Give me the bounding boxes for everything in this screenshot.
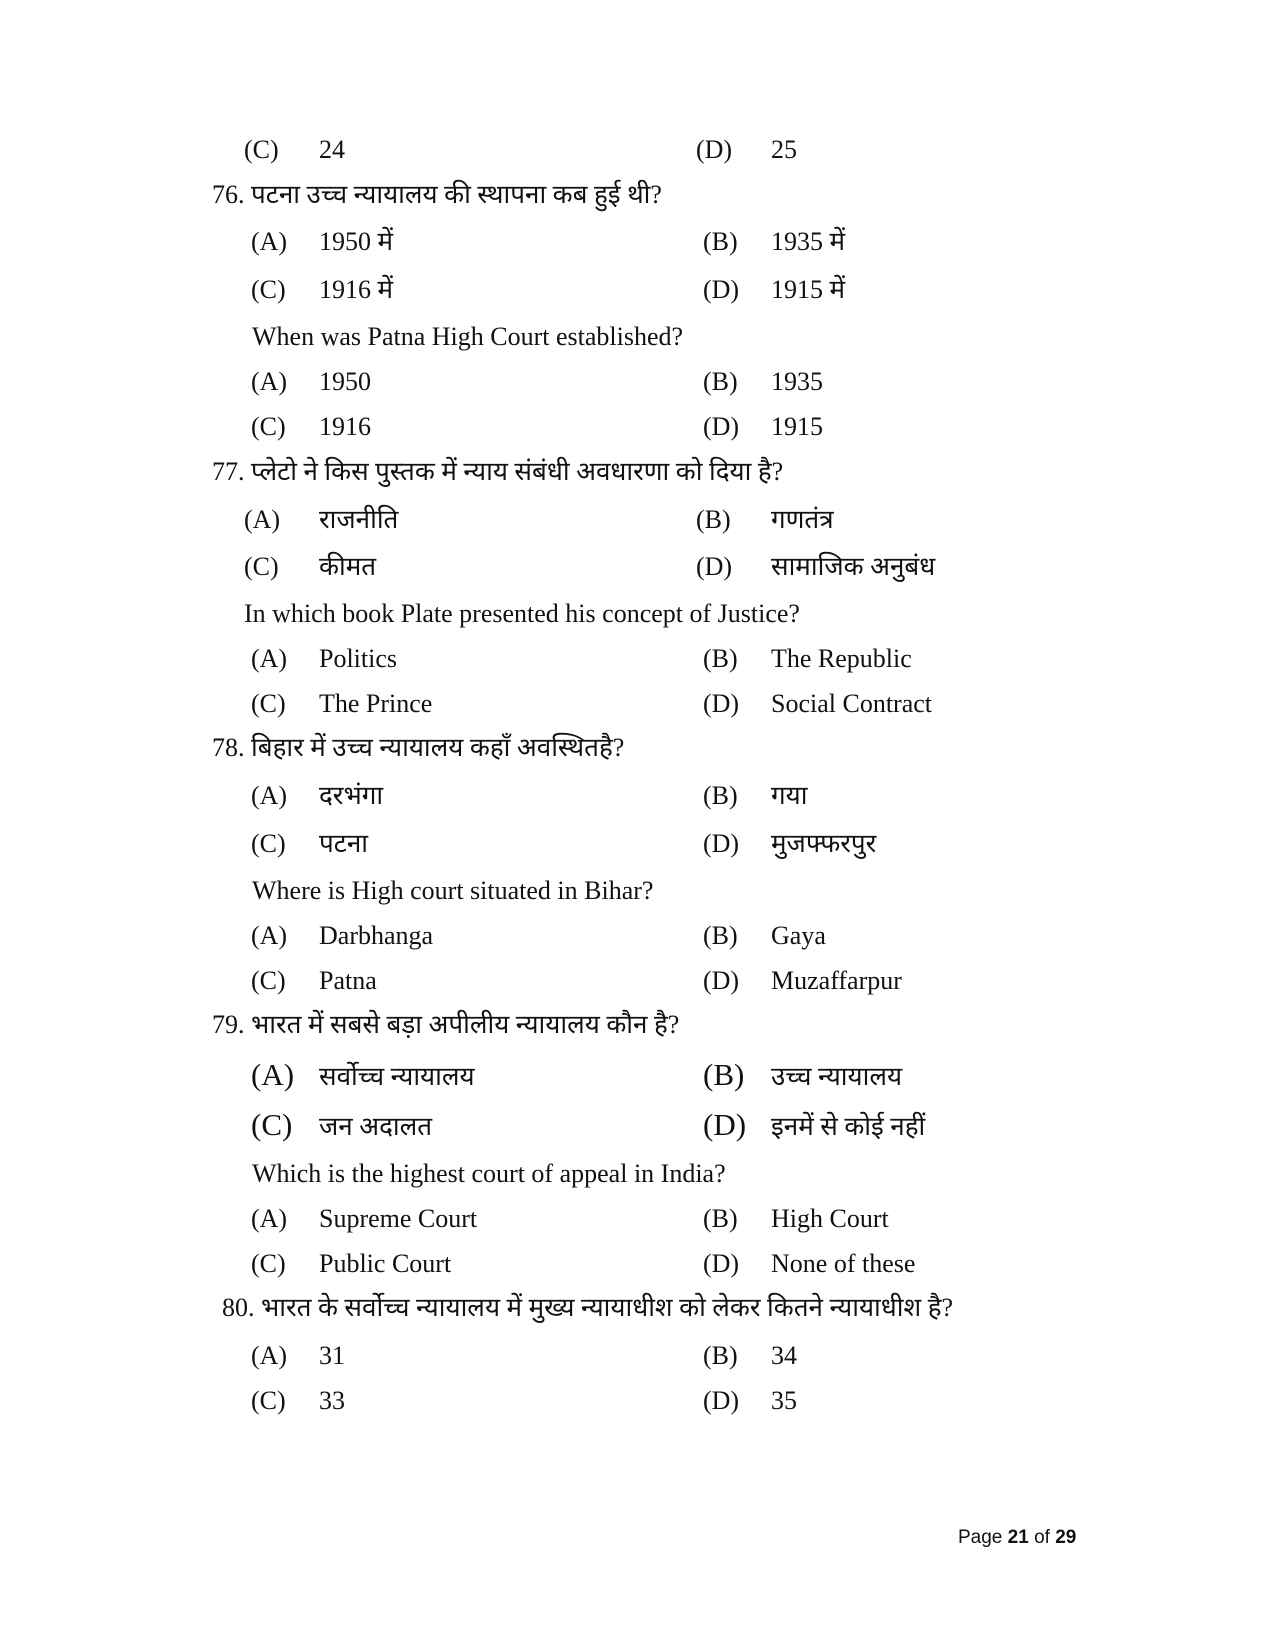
option-label: (A)	[251, 1341, 288, 1370]
option-label: (D)	[703, 1249, 740, 1278]
option-text: 1950 में	[319, 227, 394, 256]
page-sep: of	[1034, 1527, 1050, 1548]
option-label: (B)	[703, 227, 738, 256]
option-label: (B)	[703, 1204, 738, 1233]
option-label: (C)	[251, 275, 286, 304]
option-label: (A)	[251, 781, 288, 810]
option-text: Public Court	[319, 1249, 452, 1278]
option-text: कीमत	[319, 552, 377, 581]
option-label: (B)	[703, 781, 738, 810]
option-label: (C)	[251, 829, 286, 858]
option-text: 33	[319, 1386, 345, 1415]
option-text: सामाजिक अनुबंध	[771, 552, 936, 581]
option-text: 35	[771, 1386, 797, 1415]
question-79-hindi: 79. भारत में सबसे बड़ा अपीलीय न्यायालय कौन है?	[212, 1010, 680, 1039]
option-label: (B)	[696, 505, 731, 534]
option-text: 24	[319, 135, 345, 164]
option-label: (B)	[703, 1341, 738, 1370]
question-76-english: When was Patna High Court established?	[252, 322, 684, 351]
option-label: (A)	[251, 227, 288, 256]
option-label: (D)	[703, 275, 740, 304]
option-text: Gaya	[771, 921, 826, 950]
option-label: (D)	[703, 1386, 740, 1415]
option-label: (A)	[244, 505, 281, 534]
option-label: (C)	[244, 135, 279, 164]
option-label: (D)	[696, 552, 733, 581]
option-text: उच्च न्यायालय	[771, 1062, 903, 1091]
page-current: 21	[1007, 1527, 1029, 1548]
option-text: 1950	[319, 367, 371, 396]
option-text: 34	[771, 1341, 797, 1370]
question-78-english: Where is High court situated in Bihar?	[252, 876, 654, 905]
option-text: The Republic	[771, 644, 912, 673]
page-prefix: Page	[958, 1527, 1003, 1548]
option-label: (A)	[251, 1204, 288, 1233]
option-text: मुजफ्फरपुर	[771, 829, 877, 858]
option-label: (C)	[244, 552, 279, 581]
option-text: दरभंगा	[319, 781, 384, 810]
page-number	[958, 1527, 1076, 1549]
question-76-hindi: 76. पटना उच्च न्यायालय की स्थापना कब हुई थी?	[212, 180, 662, 209]
option-text: The Prince	[319, 689, 433, 718]
option-text: गणतंत्र	[771, 505, 834, 534]
option-text: राजनीति	[319, 505, 399, 534]
option-label: (C)	[251, 1386, 286, 1415]
option-label: (C)	[251, 1249, 286, 1278]
option-label: (C)	[251, 689, 286, 718]
option-label: (B)	[703, 921, 738, 950]
option-text: 1916	[319, 412, 371, 441]
option-text: Darbhanga	[319, 921, 434, 950]
option-text: Patna	[319, 966, 377, 995]
question-77-english: In which book Plate presented his concept of Justice?	[244, 599, 800, 628]
option-text: Muzaffarpur	[771, 966, 902, 995]
option-label: (D)	[703, 412, 740, 441]
option-text: इनमें से कोई नहीं	[771, 1112, 926, 1141]
option-label: (D)	[703, 829, 740, 858]
option-label: (A)	[251, 1057, 295, 1092]
option-label: (C)	[251, 412, 286, 441]
option-text: जन अदालत	[319, 1112, 433, 1141]
option-text: Supreme Court	[319, 1204, 478, 1233]
option-label: (B)	[703, 367, 738, 396]
option-text: गया	[771, 781, 808, 810]
option-text: 31	[319, 1341, 345, 1370]
option-text: सर्वोच्च न्यायालय	[319, 1062, 475, 1091]
option-label: (A)	[251, 921, 288, 950]
option-label: (C)	[251, 1107, 293, 1142]
question-77-hindi: 77. प्लेटो ने किस पुस्तक में न्याय संबंधी अवधारणा को दिया है?	[212, 457, 784, 486]
option-label: (D)	[703, 689, 740, 718]
question-80-hindi: 80. भारत के सर्वोच्च न्यायालय में मुख्य न्यायाधीश को लेकर कितने न्यायाधीश है?	[222, 1293, 954, 1322]
option-text: 25	[771, 135, 797, 164]
option-text: 1916 में	[319, 275, 394, 304]
option-label: (A)	[251, 367, 288, 396]
option-label: (B)	[703, 644, 738, 673]
option-text: Politics	[319, 644, 398, 673]
option-text: 1935	[771, 367, 823, 396]
option-label: (D)	[703, 966, 740, 995]
page-total: 29	[1055, 1527, 1077, 1548]
option-text: 1915 में	[771, 275, 846, 304]
option-text: 1915	[771, 412, 823, 441]
option-text: None of these	[771, 1249, 916, 1278]
option-label: (B)	[703, 1057, 745, 1092]
option-text: पटना	[319, 829, 369, 858]
question-79-english: Which is the highest court of appeal in India?	[252, 1159, 726, 1188]
question-78-hindi: 78. बिहार में उच्च न्यायालय कहाँ अवस्थितहै?	[212, 733, 625, 762]
option-text: Social Contract	[771, 689, 933, 718]
option-label: (C)	[251, 966, 286, 995]
option-text: 1935 में	[771, 227, 846, 256]
option-text: High Court	[771, 1204, 889, 1233]
option-label: (A)	[251, 644, 288, 673]
option-label: (D)	[696, 135, 733, 164]
option-label: (D)	[703, 1107, 747, 1142]
